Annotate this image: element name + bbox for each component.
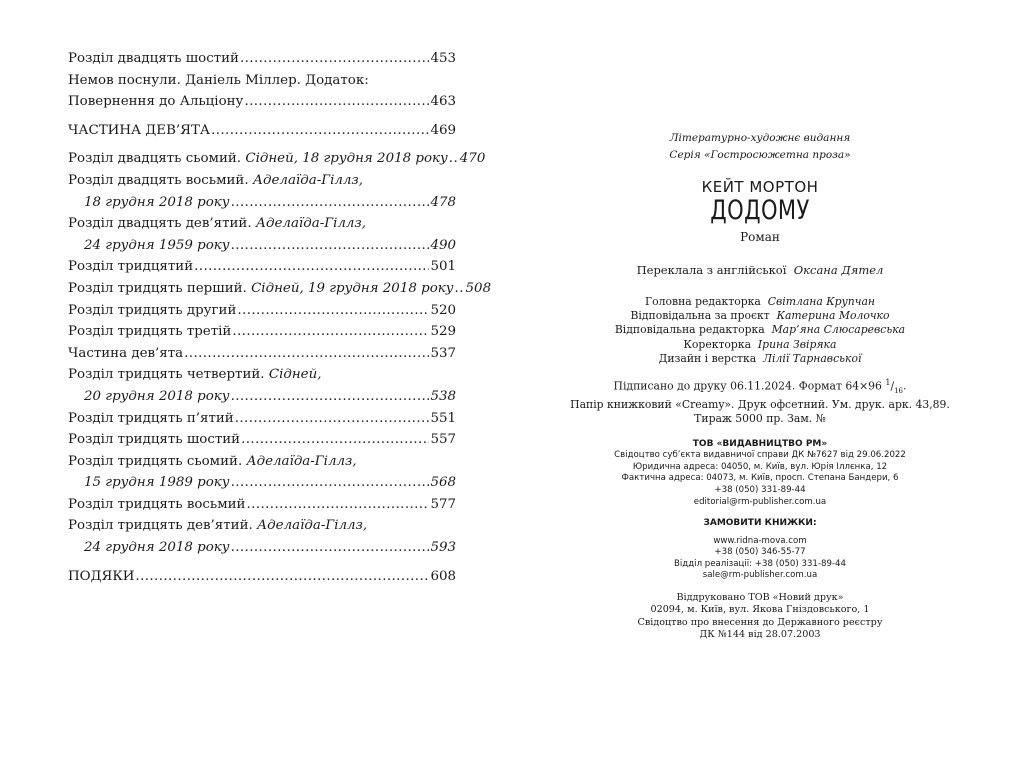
toc-entry-subtitle: Сідней, 19 грудня 2018 року [251,280,454,296]
toc-entry-label: Розділ двадцять дев’ятий. [68,216,256,232]
toc-entry-title [68,566,134,588]
toc-entry-subtitle: Аделаїда-Гіллз, [257,518,368,534]
toc-leader-dots [231,537,430,559]
credit-role: Відповідальна редакторка [614,323,765,337]
toc-entry-label: Розділ тридцятий [68,259,194,275]
printer-block [570,592,950,642]
toc-leader-dots [211,120,429,142]
credit-role: Дизайн і верстка [658,351,757,365]
toc-entry-title [68,494,246,516]
format-end: . [903,379,907,393]
toc-entry-subtitle: 15 грудня 1989 року [84,475,230,491]
toc-leader-dots [135,566,429,588]
toc-entry-title [68,170,363,192]
order-line: +38 (050) 346-55-77 [714,547,806,558]
toc-entry [68,148,486,170]
imprint-page [570,130,950,642]
format-text: Підписано до друку 06.11.2024. Формат 64×96 [613,379,882,393]
toc-leader-dots [235,408,430,430]
publisher-line: +38 (050) 331-89-44 [714,484,806,495]
format-frac-den: 16 [894,386,904,395]
credit-name: Катерина Молочко [776,309,890,323]
publisher-line: Свідоцтво суб’єкта видавничої справи ДК №7627 від 29.06.2022 [614,450,906,461]
toc-page-number: 608 [430,568,456,584]
toc-page-number: 478 [430,194,456,210]
toc-entry [68,472,456,494]
order-lines [570,536,950,582]
toc-entry [68,213,456,235]
toc-entry-label: Немов поснули. Даніель Міллер. Додаток: [68,72,369,88]
toc-page-number: 557 [430,432,456,448]
toc-entry-label: Повернення до Альціону [68,94,244,110]
toc-entry-title [84,537,230,559]
toc-page-number: 537 [430,345,456,361]
credit-role: Коректорка [683,337,752,351]
toc-entry-label: Розділ двадцять сьомий. [68,151,246,167]
toc-page-number: 490 [430,237,456,253]
credit-role: Головна редакторка [644,295,761,308]
toc-entry [68,386,456,408]
toc-entry-title [68,70,369,92]
toc-leader-dots [247,494,430,516]
toc-entry-title [68,429,240,451]
toc-entry-label: Розділ тридцять перший. [68,280,252,296]
toc-entry-title [68,256,193,278]
order-line: sale@rm-publisher.com.ua [702,570,818,581]
genre: Роман [740,230,780,244]
order-block [570,518,950,582]
toc-leader-dots [449,148,459,170]
toc-entry-title [68,213,366,235]
toc-entry [68,120,456,142]
credit-row [570,295,950,309]
credit-name: Лілії Тарнавської [763,351,862,365]
table-of-contents [68,48,492,587]
toc-page-number: 463 [430,94,456,110]
toc-entry [68,256,456,278]
toc-leader-dots [231,235,430,257]
toc-entry-subtitle: 18 грудня 2018 року [84,194,230,210]
toc-page-number: 470 [459,151,486,167]
toc-page-number: 577 [430,496,456,512]
toc-entry [68,170,456,192]
series-name: Серія «Гостросюжетна проза» [669,149,851,161]
toc-entry-subtitle: Аделаїда-Гіллз, [252,172,363,188]
toc-entry [68,70,456,92]
toc-entry [68,91,456,113]
publisher-line: Юридична адреса: 04050, м. Київ, вул. Юрія Іллєнка, 12 [632,461,888,472]
toc-entry [68,192,456,214]
toc-entry-subtitle: 24 грудня 1959 року [84,237,230,253]
credits-list [570,295,950,366]
toc-entry [68,300,456,322]
publisher-block [570,439,950,509]
toc-entry-subtitle: 24 грудня 2018 року [84,540,230,556]
toc-entry-title [68,451,357,473]
edition-type: Літературно-художнє видання [669,132,851,144]
print-line-run: Тираж 5000 пр. Зам. № [694,411,826,425]
toc-page-number: 593 [430,540,456,556]
toc-entry-title [68,364,321,386]
toc-page-number: 551 [430,410,456,426]
credit-role: Відповідальна за проєкт [630,309,770,323]
toc-leader-dots [231,192,430,214]
toc-entry-label: Розділ тридцять дев’ятий. [68,518,258,534]
toc-page-number: 568 [430,475,456,491]
toc-entry-title [68,408,234,430]
credit-name: Ірина Звіряка [757,337,837,351]
toc-entry-label: Розділ тридцять третій [68,324,232,340]
toc-entry-title [68,343,183,365]
translator-name: Оксана Дятел [793,263,884,277]
toc-entry-subtitle: Сідней, [268,367,322,383]
credit-row [570,323,950,337]
toc-entry-label: Розділ тридцять четвертий. [68,367,269,383]
toc-entry-title [68,515,367,537]
toc-page-number: 538 [430,388,456,404]
toc-leader-dots [240,48,429,70]
toc-entry-title [68,321,231,343]
toc-entry [68,515,456,537]
toc-entry-label: Розділ тридцять п’ятий [68,410,234,426]
order-line: Відділ реалізації: +38 (050) 331-89-44 [674,558,846,569]
publisher-line: Фактична адреса: 04073, м. Київ, просп. Степана Бандери, 6 [621,473,899,484]
toc-entry-title [84,386,230,408]
order-title: ЗАМОВИТИ КНИЖКИ: [703,518,817,529]
credit-name: Мар’яна Слюсаревська [771,323,906,337]
toc-entry [68,321,456,343]
toc-page-number: 453 [430,51,456,66]
toc-entry-label: Розділ тридцять восьмий [68,496,246,512]
toc-leader-dots [231,386,430,408]
toc-entry [68,343,456,365]
toc-entry-label: Розділ двадцять восьмий. [68,172,253,188]
toc-entry-label: ПОДЯКИ [68,568,135,584]
translator-line [570,262,950,278]
toc-entry-subtitle: Сідней, 18 грудня 2018 року [245,151,448,167]
toc-entry [68,278,492,300]
toc-page-number: 529 [430,324,456,340]
printer-line: 02094, м. Київ, вул. Якова Гніздовського, 1 [650,604,870,616]
credit-name: Світлана Крупчан [767,295,875,308]
toc-leader-dots [232,321,429,343]
print-line-paper: Папір книжковий «Creamy». Друк офсетний. Ум. друк. арк. 43,89. [570,398,950,412]
credit-row [570,309,950,323]
publisher-lines [570,450,950,508]
toc-entry-title [68,148,448,170]
toc-entry-label: Розділ двадцять шостий [68,51,239,66]
toc-entry [68,429,456,451]
publisher-name: ТОВ «ВИДАВНИЦТВО РМ» [692,438,828,449]
print-info [570,376,950,426]
toc-entry [68,364,456,386]
publisher-line: editorial@rm-publisher.com.ua [693,496,827,507]
toc-entry [68,537,456,559]
toc-entry-title [68,91,243,113]
book-title: ДОДОМУ [710,195,810,226]
toc-leader-dots [241,429,429,451]
toc-entry [68,235,456,257]
translator-label: Переклала з англійської [636,263,787,277]
toc-entry-label: Розділ тридцять сьомий. [68,453,247,469]
order-line: www.ridna-mova.com [713,535,807,546]
toc-entry [68,451,456,473]
toc-entry-title [68,120,210,142]
toc-leader-dots [184,343,429,365]
toc-entry-title [68,278,454,300]
format-frac-num: 1 [885,378,891,388]
toc-leader-dots [237,300,429,322]
toc-entry-subtitle: Аделаїда-Гіллз, [255,216,366,232]
toc-entry [68,494,456,516]
toc-entry-title [84,472,230,494]
author-name: КЕЙТ МОРТОН [701,178,819,196]
toc-leader-dots [231,472,430,494]
printer-line: Свідоцтво про внесення до Державного реєстру [637,616,883,628]
toc-entry-title [84,192,230,214]
credit-row [570,338,950,352]
toc-entry-title [84,235,230,257]
toc-entry [68,48,456,70]
toc-entry-title [68,48,239,70]
print-line-format: Підписано до друку 06.11.2024. Формат 64×96 $^1/_{16}$. [613,378,907,395]
toc-page-number: 469 [430,122,456,138]
toc-entry-label: ЧАСТИНА ДЕВ’ЯТА [68,122,211,138]
toc-entry [68,408,456,430]
toc-entry-label: Частина дев’ята [68,345,184,361]
toc-entry-subtitle: 20 грудня 2018 року [84,388,230,404]
toc-entry-subtitle: Аделаїда-Гіллз, [246,453,357,469]
printer-line: Віддруковано ТОВ «Новий друк» [676,592,844,604]
toc-entry-label: Розділ тридцять шостий [68,432,241,448]
toc-entry [68,566,456,588]
printer-line: ДК №144 від 28.07.2003 [699,629,821,641]
toc-leader-dots [455,278,465,300]
toc-page-number: 508 [465,280,492,296]
toc-page-number: 520 [430,302,456,318]
toc-leader-dots [194,256,429,278]
credit-row [570,352,950,366]
toc-page-number: 501 [430,259,456,275]
toc-entry-title [68,300,236,322]
toc-leader-dots [244,91,429,113]
toc-entry-label: Розділ тридцять другий [68,302,237,318]
